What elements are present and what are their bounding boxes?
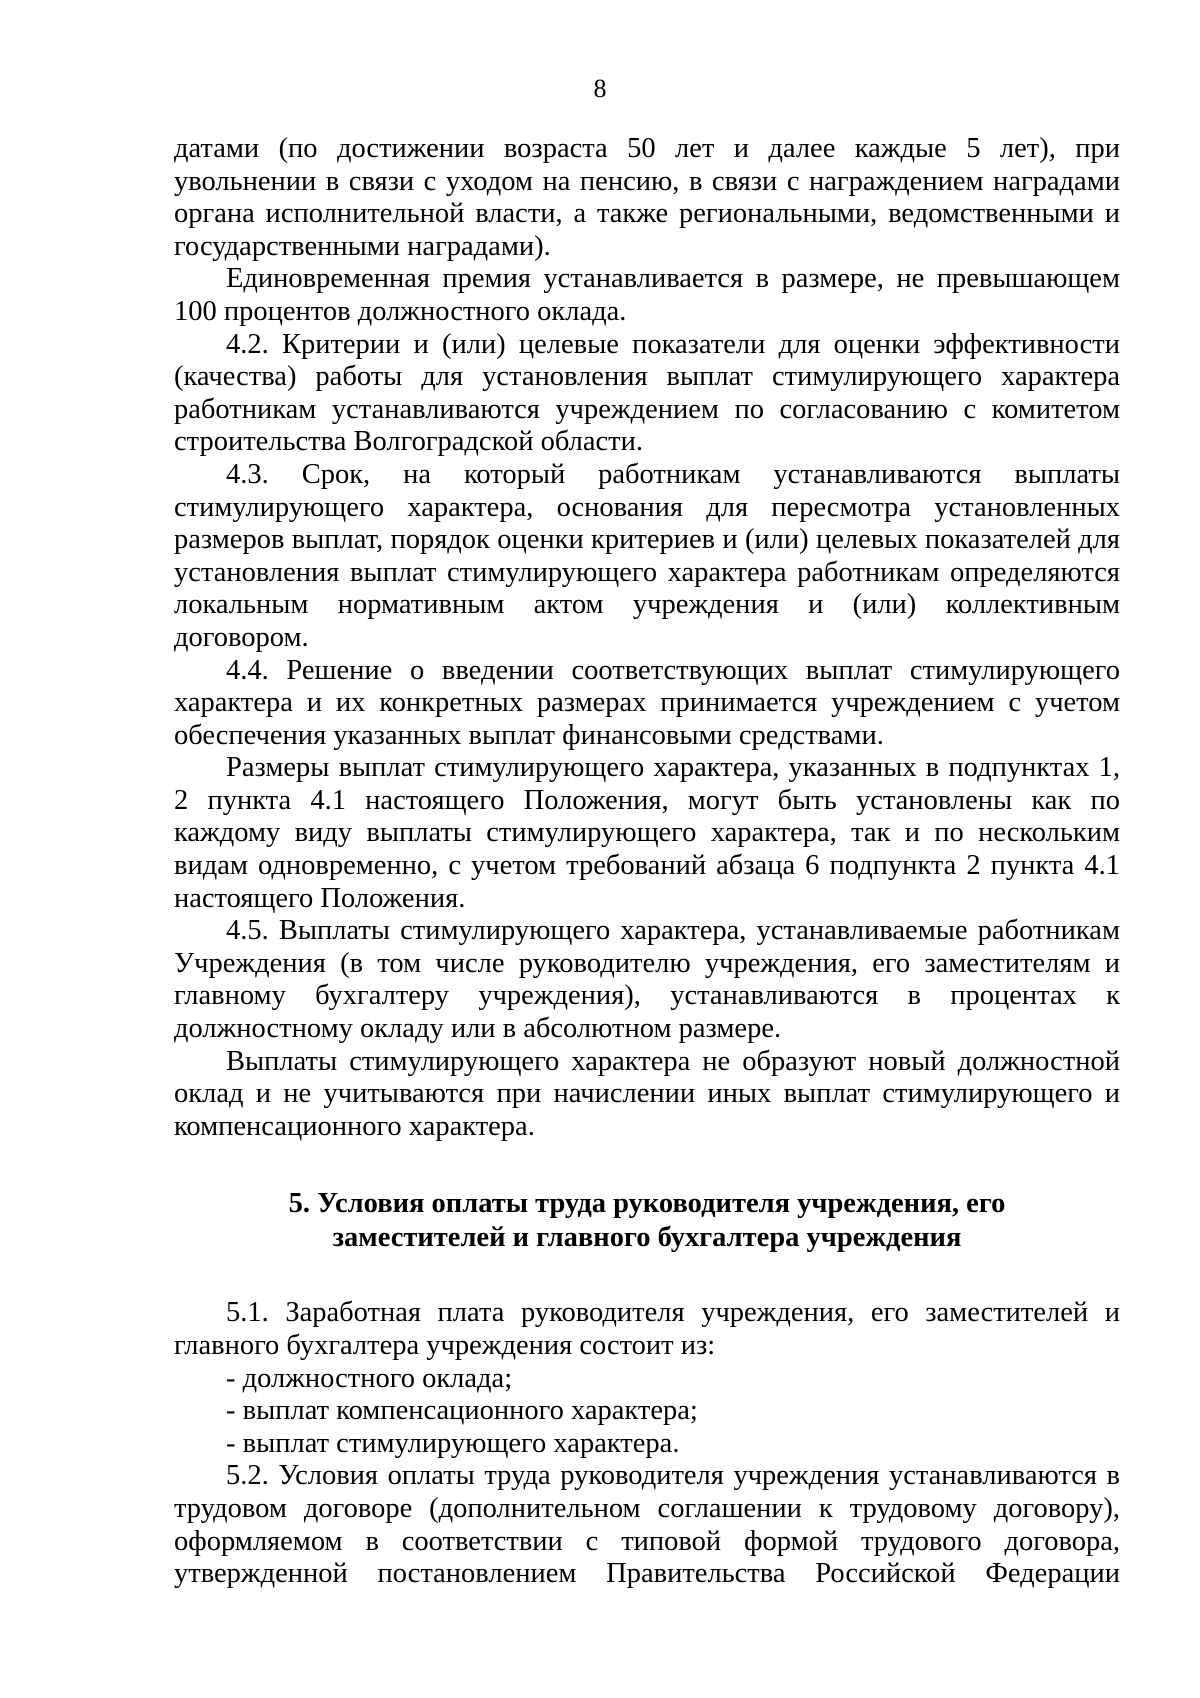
section-5-heading-line-1: 5. Условия оплаты труда руководителя учреждения, его <box>288 1188 1006 1220</box>
paragraph-continuation: датами (по достижении возраста 50 лет и далее каждые 5 лет), при увольнении в связи с уходом на пенсию, в связи с награждением наградами органа исполнительной власти, а также региональными, ведомственными и государственными наградами). <box>174 133 1120 262</box>
paragraph-payment-sizes: Размеры выплат стимулирующего характера, указанных в подпунктах 1, 2 пункта 4.1 настоящего Положения, могут быть установлены как по каждому виду выплаты стимулирующего характера, так и по нескольким видам одновременно, с учетом требований абзаца 6 подпункта 2 пункта 4.1 настоящего Положения. <box>174 752 1120 914</box>
paragraph-4-3: 4.3. Срок, на который работникам устанавливаются выплаты стимулирующего характера, основания для пересмотра установленных размеров выплат, порядок оценки критериев и (или) целевых показателей для установления выплат стимулирующего характера работникам определяются локальным нормативным актом учреждения и (или) коллективным договором. <box>174 458 1120 653</box>
paragraph-5-2: 5.2. Условия оплаты труда руководителя учреждения устанавливаются в трудовом договоре (дополнительном соглашении к трудовому договору), оформляемом в соответствии с типовой формой трудового договора, утвержденной постановлением Правительства Российской Федерации <box>174 1460 1120 1590</box>
paragraph-4-5: 4.5. Выплаты стимулирующего характера, устанавливаемые работникам Учреждения (в том числе руководителю учреждения, его заместителям и главному бухгалтеру учреждения), устанавливаются в процентах к должностному окладу или в абсолютном размере. <box>174 915 1120 1045</box>
list-item: - выплат стимулирующего характера. <box>226 1427 680 1459</box>
page-number: 8 <box>593 74 607 103</box>
section-5-heading <box>174 1187 1120 1255</box>
list-item: - выплат компенсационного характера; <box>226 1395 698 1427</box>
paragraph-4-4: 4.4. Решение о введении соответствующих выплат стимулирующего характера и их конкретных размерах принимается учреждением с учетом обеспечения указанных выплат финансовыми средствами. <box>174 654 1120 751</box>
list-item: - должностного оклада; <box>226 1362 513 1394</box>
paragraph-5-1: 5.1. Заработная плата руководителя учреждения, его заместителей и главного бухгалтера учреждения состоит из: <box>174 1297 1120 1361</box>
paragraph-payments-not-salary: Выплаты стимулирующего характера не образуют новый должностной оклад и не учитываются при начислении иных выплат стимулирующего и компенсационного характера. <box>174 1045 1120 1142</box>
paragraph-one-time-bonus: Единовременная премия устанавливается в размере, не превышающем 100 процентов должностного оклада. <box>174 263 1120 327</box>
paragraph-4-2: 4.2. Критерии и (или) целевые показатели для оценки эффективности (качества) работы для установления выплат стимулирующего характера работникам устанавливаются учреждением по согласованию с комитетом строительства Волгоградской области. <box>174 328 1120 458</box>
document-body <box>174 133 1120 1591</box>
section-5-heading-line-2: заместителей и главного бухгалтера учреждения <box>332 1222 962 1254</box>
